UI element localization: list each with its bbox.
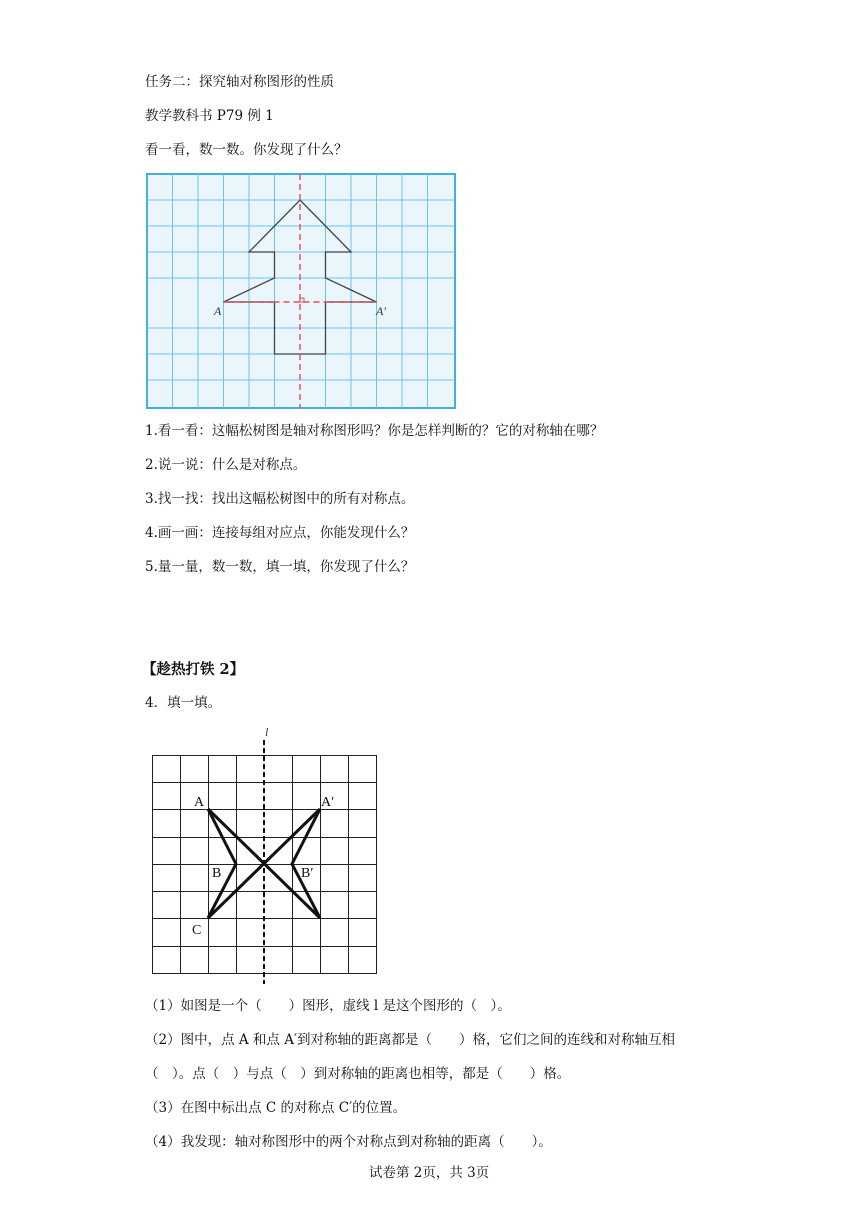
- axis-l-label: l: [265, 725, 269, 739]
- point-b-label: B: [212, 866, 222, 881]
- section-heading: 【趁热打铁 2】: [142, 661, 245, 678]
- page-footer: 试卷第 2页，共 3页: [369, 1165, 490, 1181]
- question-2: 2.说一说：什么是对称点。: [145, 457, 307, 473]
- question-1: 1.看一看：这幅松树图是轴对称图形吗？你是怎样判断的？它的对称轴在哪？: [145, 423, 604, 439]
- exercise-title: 4．填一填。: [145, 695, 222, 711]
- question-5: 5.量一量，数一数，填一填，你发现了什么？: [145, 559, 415, 575]
- textbook-reference: 教学教科书 P79 例 1: [145, 108, 274, 124]
- fill-in-1: （1）如图是一个（ ）图形，虚线 l 是这个图形的（ ）。: [145, 998, 511, 1014]
- butterfly-figure: [152, 722, 378, 984]
- fill-in-3: （3）在图中标出点 C 的对称点 C′的位置。: [145, 1100, 407, 1116]
- fill-in-2-continued: （ ）。点（ ）与点（ ）到对称轴的距离也相等，都是（ ）格。: [145, 1066, 571, 1082]
- question-4: 4.画一画：连接每组对应点，你能发现什么？: [145, 525, 415, 541]
- task-prompt: 看一看，数一数。你发现了什么？: [145, 142, 348, 158]
- point-a-prime-label: A′: [321, 795, 335, 810]
- point-b-prime-label: B′: [301, 866, 314, 881]
- fill-in-2: （2）图中，点 A 和点 A′到对称轴的距离都是（ ）格，它们之间的连线和对称轴互相: [145, 1032, 676, 1048]
- pine-tree-figure: [147, 174, 455, 408]
- point-a-prime-label: A′: [376, 304, 386, 318]
- point-a-label: A: [214, 304, 222, 318]
- task-title: 任务二：探究轴对称图形的性质: [145, 74, 334, 90]
- question-3: 3.找一找：找出这幅松树图中的所有对称点。: [145, 491, 415, 507]
- point-a-label: A: [194, 795, 205, 810]
- point-c-label: C: [192, 923, 202, 938]
- fill-in-4: （4）我发现：轴对称图形中的两个对称点到对称轴的距离（ ）。: [145, 1134, 552, 1150]
